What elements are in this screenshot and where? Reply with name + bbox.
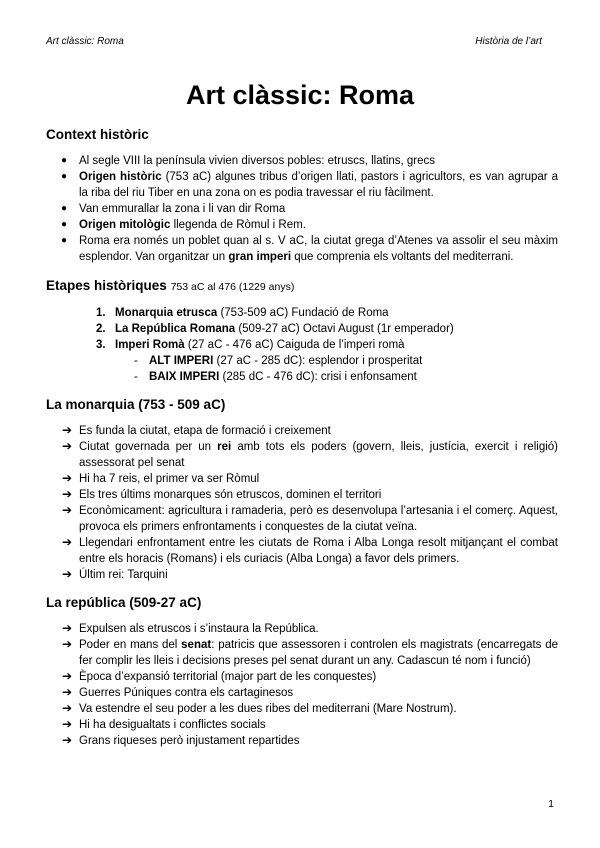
list-item: ➔ Es funda la ciutat, etapa de formació i creixement (62, 423, 331, 437)
list-item: ➔ Va estendre el seu poder a les dues ribes del mediterrani (Mare Nostrum). (62, 701, 457, 715)
arrow-icon: ➔ (62, 487, 73, 501)
section-heading-republic: La república (509-27 aC) (46, 595, 202, 610)
bullet-icon: ● (61, 203, 68, 214)
context-list (46, 153, 558, 265)
arrow-icon: ➔ (62, 717, 73, 731)
arrow-icon: ➔ (62, 439, 73, 453)
arrow-icon: ➔ (62, 621, 73, 635)
header-left-title: Art clàssic: Roma (46, 36, 124, 47)
list-item: ➔ Època d’expansió territorial (major part de les conquestes) (62, 669, 377, 683)
section-heading-stages: Etapes històriques 753 aC al 476 (1229 anys) (46, 278, 295, 293)
list-item: ➔ Els tres últims monarques són etruscos, dominen el territori (62, 487, 382, 501)
list-item: 1. Monarquia etrusca (753-509 aC) Fundació de Roma (96, 307, 389, 319)
republic-list (46, 621, 558, 749)
bullet-icon: ● (61, 171, 68, 182)
arrow-icon: ➔ (62, 471, 73, 485)
bullet-icon: ● (61, 235, 68, 246)
header-right-subject: Història de l’art (475, 36, 542, 47)
section-heading-context: Context històric (46, 127, 149, 142)
bullet-icon: ● (61, 219, 68, 230)
list-item: ➔ Expulsen als etruscos i s’instaura la República. (62, 621, 319, 635)
document-body (46, 126, 558, 749)
list-item: ➔ Últim rei: Tarquini (62, 567, 168, 581)
list-item: ● Origen mitològic llegenda de Ròmul i Rem. (61, 219, 306, 231)
list-item: ➔ Hi ha 7 reis, el primer va ser Ròmul (62, 471, 260, 485)
list-item: ➔ Hi ha desigualtats i conflictes socials (62, 717, 266, 731)
list-item: ● Origen històric (753 aC) algunes tribus d’origen llati, pastors i agricultors, es van agrupar a la riba del riu Tiber en una zona on es podia travessar el riu fàcilment. (61, 171, 558, 199)
arrow-icon: ➔ (62, 701, 73, 715)
monarchy-list (46, 423, 558, 583)
arrow-icon: ➔ (62, 535, 73, 549)
arrow-icon: ➔ (62, 637, 73, 651)
empire-sublist (46, 353, 558, 385)
list-item: ➔ Llegendari enfrontament entre les ciutats de Roma i Alba Longa resolt mitjançant el combat entre els horacis (Romans) i els curiacis (Alba Longa) a favor dels primers. (62, 535, 558, 565)
list-item: - BAIX IMPERI (285 dC - 476 dC): crisi i enfonsament (134, 371, 417, 383)
list-item: ➔ Ciutat governada per un rei amb tots els poders (govern, lleis, justícia, exercit i religió) assessorat pel senat (62, 439, 558, 469)
page-number: 1 (548, 798, 554, 810)
list-item: ➔ Poder en mans del senat: patricis que assessoren i controlen els magistrats (encarregats de fer complir les lleis i decisions preses pel senat durant un any. Cadascun té nom i funció) (62, 637, 558, 667)
list-item: ➔ Econòmicament: agricultura i ramaderia, però es desenvolupa l’artesania i el comerç. Aquest, provoca els primers enfrontaments i conquestes de la ciutat veïna. (62, 503, 558, 533)
list-item: ➔ Guerres Púniques contra els cartaginesos (62, 685, 294, 699)
list-item: ● Roma era només un poblet quan al s. V aC, la ciutat grega d’Atenes va assolir el seu màxim esplendor. Van organitzar un gran imperi que comprenia els voltants del mediterrani. (61, 235, 558, 263)
list-item: ● Al segle VIII la península vivien diversos pobles: etruscs, llatins, grecs (61, 155, 436, 167)
arrow-icon: ➔ (62, 685, 73, 699)
list-item: - ALT IMPERI (27 aC - 285 dC): esplendor i prosperitat (134, 355, 423, 367)
page-title: Art clàssic: Roma (185, 80, 415, 110)
arrow-icon: ➔ (62, 567, 73, 581)
arrow-icon: ➔ (62, 503, 73, 517)
stages-subtitle: 753 aC al 476 (1229 anys) (170, 281, 295, 293)
arrow-icon: ➔ (62, 423, 73, 437)
stages-list (46, 305, 558, 353)
list-item: 3. Imperi Romà (27 aC - 476 aC) Caiguda de l’imperi romà (96, 339, 405, 351)
section-heading-monarchy: La monarquia (753 - 509 aC) (46, 397, 226, 412)
bullet-icon: ● (61, 155, 68, 166)
list-item: ● Van emmurallar la zona i li van dir Roma (61, 203, 286, 215)
list-item: ➔ Grans riqueses però injustament repartides (62, 733, 300, 747)
list-item: 2. La República Romana (509-27 aC) Octavi August (1r emperador) (96, 323, 454, 335)
arrow-icon: ➔ (62, 733, 73, 747)
arrow-icon: ➔ (62, 669, 73, 683)
